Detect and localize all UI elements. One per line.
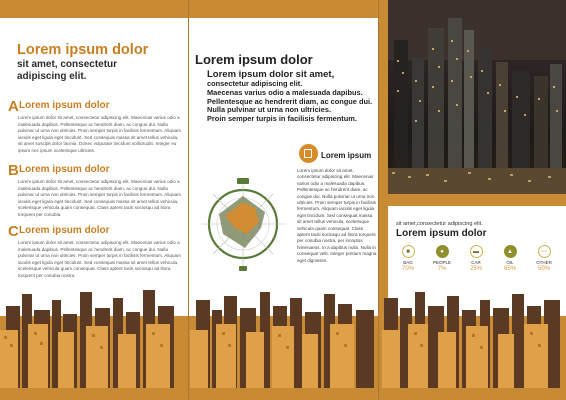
stat-label: OTHER bbox=[536, 260, 552, 265]
stat-other bbox=[529, 245, 559, 272]
intro-line: consectetur adipiscing elit. bbox=[207, 79, 303, 88]
bag-icon: ■ bbox=[402, 245, 415, 258]
people-icon: ● bbox=[436, 245, 449, 258]
stat-value: 50% bbox=[537, 266, 550, 272]
section-letter: B bbox=[8, 162, 19, 179]
city-night-photo bbox=[388, 0, 566, 194]
left-title: Lorem ipsum dolor bbox=[17, 42, 149, 58]
middle-title: Lorem ipsum dolor bbox=[195, 52, 313, 67]
stat-oil bbox=[495, 245, 525, 272]
section-body: Lorem ipsum dolor sit amet, consectetur adipiscing elit. Maecenas varius odio a malesuada dapibus. Pellentesque ac hendrerit diam, ac congue dui. Nulla pulvinar ut urna non ultricies. Proin semper turpis in facilisis fermentum. Aliquam iaculis eget ligula eget tincidunt. Sed consequat massa sit amet tellus vehicula, scelerisque vehicula quam consequat. Class aptent taciti sociosqu ad litora torquent per conubia nostra. bbox=[18, 240, 181, 278]
middle-intro bbox=[207, 69, 375, 124]
intro-line: Maecenas varius odio a malesuada dapibus. bbox=[207, 87, 363, 97]
stats-icons bbox=[391, 245, 563, 285]
stat-value: 65% bbox=[503, 266, 516, 272]
oil-icon: ▲ bbox=[504, 245, 517, 258]
radar-graphic bbox=[195, 168, 293, 286]
section-heading: Lorem ipsum dolor bbox=[19, 225, 110, 236]
section-body: Lorem ipsum dolor sit amet, consectetur adipiscing elit. Maecenas varius odio a malesuada dapibus. Pellentesque ac hendrerit diam, ac congue dui. Nulla pulvinar ut urna non ultricies. Proin semper turpis in facilisis fermentum. Aliquam iaculis eget ligula eget tincidunt. Sed consequat massa sit amet tellus vehicula, sit amet suscipit dolor lacinia. Donec vulputate tincidunt sollicitudin. Integer eu ipsum nec ipsum scelerisque ultricies. bbox=[18, 115, 181, 153]
car-icon: ▬ bbox=[470, 245, 483, 258]
intro-line: Proin semper turpis in facilisis fermentum. bbox=[207, 114, 357, 124]
stat-bag bbox=[393, 245, 423, 272]
middle-subhead: Lorem ipsum bbox=[321, 151, 372, 160]
section-heading: Lorem ipsum dolor bbox=[19, 100, 110, 111]
intro-line: Nulla pulvinar ut urna non ultricies. bbox=[207, 105, 332, 115]
fold-line bbox=[378, 0, 379, 400]
skyline-illustration bbox=[0, 280, 566, 400]
stat-label: CAR bbox=[471, 260, 481, 265]
section-heading: Lorem ipsum dolor bbox=[19, 164, 110, 175]
section-body: Lorem ipsum dolor sit amet, consectetur adipiscing elit. Maecenas varius odio a malesuada dapibus. Pellentesque ac hendrerit diam, ac congue dui. Nulla pulvinar ut urna non ultricies. Proin semper turpis in facilisis fermentum. Aliquam iaculis eget ligula eget tincidunt. Sed consequat massa sit amet tellus vehicula, scelerisque vehicula quam consequat. Class aptent taciti sociosqu ad litora torquent per conubia. bbox=[18, 179, 181, 217]
stats-title: Lorem ipsum dolor bbox=[396, 228, 487, 239]
middle-body: Lorem ipsum dolor sit amet, consectetur adipiscing elit. Maecenas varius odio a malesuada dapibus. Pellentesque ac hendrerit diam, ac congue dui. Nulla pulvinar ut urna non ultricies. Proin semper turpis in facilisis fermentum. Aliquam iaculis eget ligula eget tincidunt. Sed consequat massa sit amet tellus vehicula, scelerisque vehicula quam consequat. Class aptent taciti sociosqu ad litora torquent per conubia nostra, per inceptos himenaeos. In a dapibus nulla. Nulla in consequat velit. Integer pretium magna eget dignissim. bbox=[297, 168, 377, 263]
stat-value: 70% bbox=[401, 266, 414, 272]
left-subtitle-line1: sit amet, consectetur bbox=[17, 59, 118, 70]
other-icon: ⋯ bbox=[538, 245, 551, 258]
stat-label: OIL bbox=[506, 260, 514, 265]
stat-value: 7% bbox=[437, 266, 447, 272]
stats-small-text: sit amet,consectetur adipiscing elit. bbox=[396, 221, 483, 227]
stat-label: BAG bbox=[403, 260, 413, 265]
document-icon bbox=[299, 144, 318, 163]
intro-line: Pellentesque ac hendrerit diam, ac congue dui. bbox=[207, 96, 373, 106]
stat-label: PEOPLE bbox=[432, 260, 451, 265]
fold-line bbox=[188, 0, 189, 400]
intro-line: Lorem ipsum dolor sit amet, bbox=[207, 69, 335, 80]
section-letter: C bbox=[8, 223, 19, 240]
stat-people bbox=[427, 245, 457, 272]
stat-car bbox=[461, 245, 491, 272]
left-subtitle-line2: adipiscing elit. bbox=[17, 71, 87, 82]
section-letter: A bbox=[8, 98, 19, 115]
stat-value: 25% bbox=[469, 266, 482, 272]
